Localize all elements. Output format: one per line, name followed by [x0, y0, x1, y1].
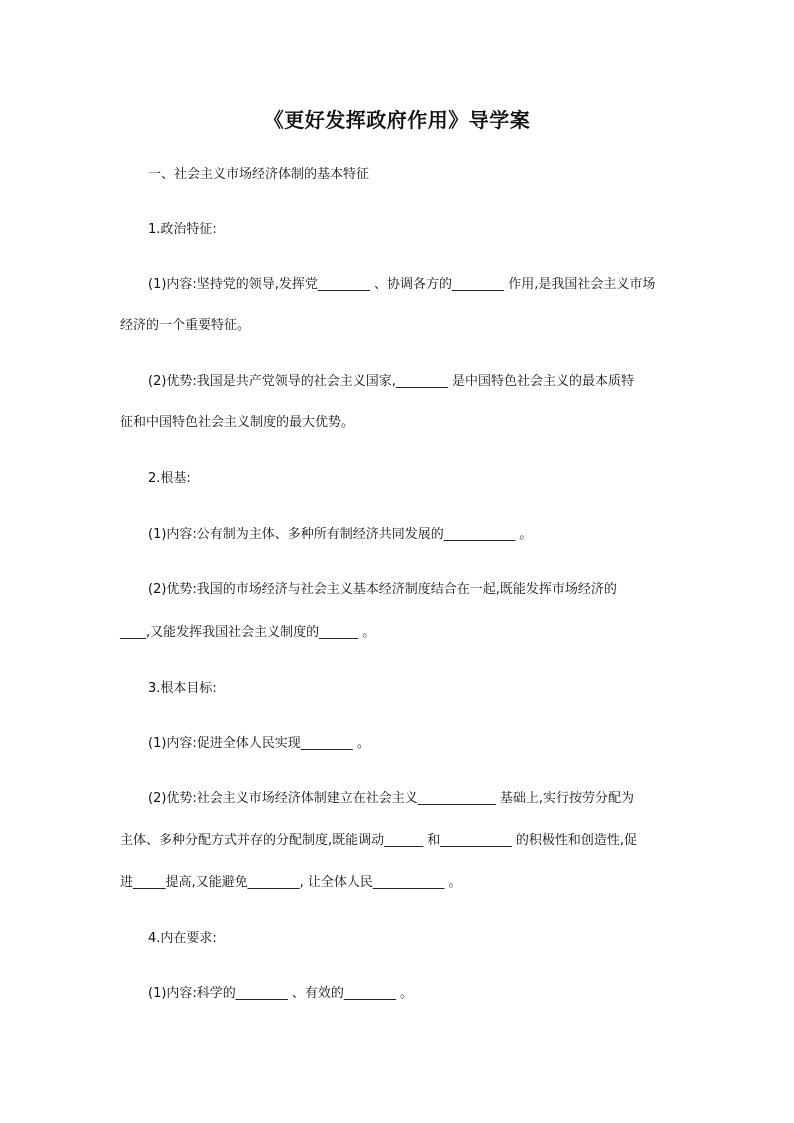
paragraph-line: (2)优势:我国是共产党领导的社会主义国家,________ 是中国特色社会主义的最本质特 [148, 374, 635, 389]
section-heading-1: 一、社会主义市场经济体制的基本特征 [148, 167, 370, 182]
subheading-political: 1.政治特征: [148, 222, 217, 237]
paragraph-line: 经济的一个重要特征。 [120, 318, 251, 333]
subheading-inner-requirement: 4.内在要求: [148, 931, 217, 946]
paragraph-line: (1)内容:坚持党的领导,发挥党________ 、协调各方的________ 作用,是我国社会主义市场 [148, 277, 656, 292]
paragraph-line: ____,又能发挥我国社会主义制度的______ 。 [120, 625, 376, 640]
subheading-fundamental-goal: 3.根本目标: [148, 681, 217, 696]
paragraph-line: 主体、多种分配方式并存的分配制度,既能调动______ 和___________ 的积极性和创造性,促 [120, 833, 638, 848]
paragraph-line: (1)内容:公有制为主体、多种所有制经济共同发展的___________ 。 [148, 527, 533, 542]
paragraph-line: 征和中国特色社会主义制度的最大优势。 [120, 415, 355, 430]
subheading-foundation: 2.根基: [148, 471, 191, 486]
paragraph-line: 进_____提高,又能避免________, 让全体人民___________ 。 [120, 875, 462, 890]
paragraph-line: (2)优势:社会主义市场经济体制建立在社会主义____________ 基础上,实行按劳分配为 [148, 791, 635, 806]
paragraph-line: (2)优势:我国的市场经济与社会主义基本经济制度结合在一起,既能发挥市场经济的 [148, 582, 617, 597]
paragraph-line: (1)内容:科学的________ 、有效的________ 。 [148, 986, 414, 1001]
document-title: 《更好发挥政府作用》导学案 [263, 108, 531, 132]
paragraph-line: (1)内容:促进全体人民实现________ 。 [148, 736, 370, 751]
